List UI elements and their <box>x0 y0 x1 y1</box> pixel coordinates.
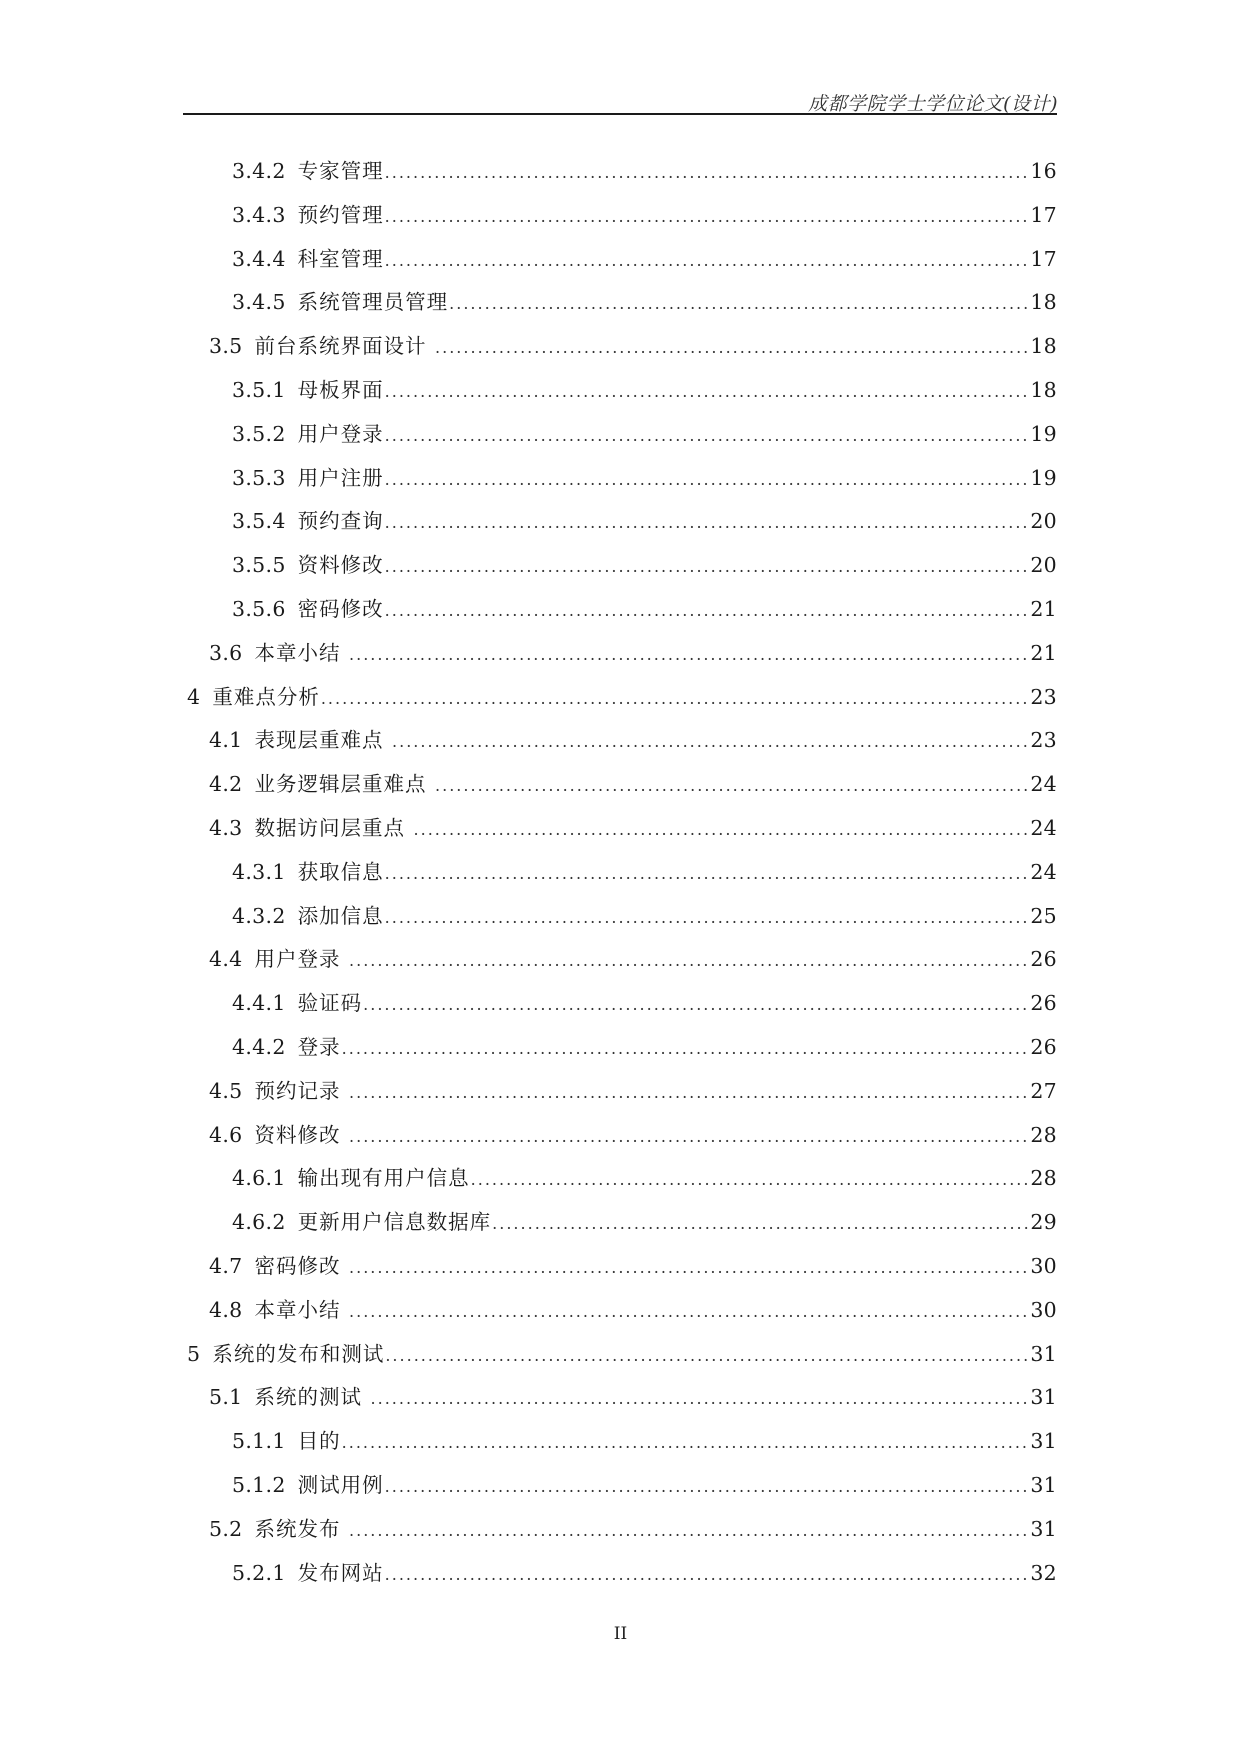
toc-entry[interactable] <box>183 1468 1057 1512</box>
toc-entry-number: 4.4.2 <box>232 1034 286 1059</box>
toc-entry[interactable] <box>183 373 1057 417</box>
toc-dot-leader <box>349 1083 1029 1102</box>
toc-entry-number: 4.5 <box>209 1078 243 1103</box>
toc-entry-page: 29 <box>1030 1210 1057 1235</box>
toc-entry-label: 添加信息 <box>297 903 384 928</box>
toc-entry-number: 3.4.2 <box>232 159 286 183</box>
toc-entry[interactable] <box>183 767 1057 811</box>
toc-entry-label: 资料修改 <box>297 553 384 578</box>
toc-entry-page: 23 <box>1030 728 1057 753</box>
toc-entry-number: 4.7 <box>209 1253 243 1278</box>
toc-entry-number: 4.3.2 <box>232 903 286 928</box>
running-header-title: 成都学院学士学位论文(设计) <box>808 93 1058 115</box>
toc-entry[interactable] <box>183 1424 1057 1468</box>
toc-dot-leader <box>349 951 1029 970</box>
toc-entry-page: 19 <box>1030 421 1057 446</box>
toc-dot-leader <box>363 995 1029 1014</box>
toc-entry-page: 26 <box>1030 991 1057 1016</box>
toc-entry-label: 发布网站 <box>297 1560 384 1585</box>
toc-entry-label: 专家管理 <box>297 159 384 183</box>
toc-entry-label: 更新用户信息数据库 <box>297 1210 492 1235</box>
toc-entry-page: 31 <box>1030 1516 1057 1541</box>
toc-entry-label: 用户登录 <box>297 421 384 446</box>
toc-dot-leader <box>385 163 1030 182</box>
toc-entry[interactable] <box>183 592 1057 636</box>
toc-entry-number: 4.4.1 <box>232 991 286 1016</box>
toc-entry-number: 3.5.2 <box>232 421 286 446</box>
toc-entry-page: 31 <box>1030 1385 1057 1410</box>
toc-entry-page: 16 <box>1030 159 1057 183</box>
toc-entry-number: 4.4 <box>209 947 243 972</box>
toc-entry-number: 4.2 <box>209 772 243 797</box>
toc-entry[interactable] <box>183 1161 1057 1205</box>
toc-entry-number: 3.4.4 <box>232 246 286 271</box>
toc-dot-leader <box>349 1258 1029 1277</box>
toc-dot-leader <box>349 1302 1029 1321</box>
toc-entry-label: 资料修改 <box>254 1122 349 1147</box>
toc-entry[interactable] <box>183 723 1057 767</box>
toc-entry-number: 4.6.1 <box>232 1166 286 1191</box>
toc-entry-number: 4.8 <box>209 1297 243 1322</box>
toc-entry-label: 测试用例 <box>297 1472 384 1497</box>
toc-entry-page: 31 <box>1030 1341 1057 1366</box>
toc-entry-label: 预约管理 <box>297 202 384 227</box>
toc-entry-page: 23 <box>1030 684 1057 709</box>
toc-entry[interactable] <box>183 986 1057 1030</box>
toc-dot-leader <box>321 689 1029 708</box>
toc-entry-label: 科室管理 <box>297 246 384 271</box>
toc-entry-number: 3.5.3 <box>232 465 286 490</box>
toc-entry-label: 数据访问层重点 <box>254 815 413 840</box>
toc-entry-page: 26 <box>1030 1034 1057 1059</box>
toc-entry-page: 17 <box>1030 202 1057 227</box>
toc-entry[interactable] <box>183 154 1057 198</box>
toc-entry-number: 3.4.5 <box>232 290 286 315</box>
toc-entry-page: 17 <box>1030 246 1057 271</box>
toc-dot-leader <box>385 207 1030 226</box>
toc-entry-page: 18 <box>1030 377 1057 402</box>
toc-dot-leader <box>492 1214 1029 1233</box>
toc-entry-page: 20 <box>1030 509 1057 534</box>
toc-dot-leader <box>385 470 1030 489</box>
toc-dot-leader <box>385 864 1030 883</box>
toc-entry-label: 系统发布 <box>254 1516 349 1541</box>
toc-entry[interactable] <box>183 1380 1057 1424</box>
toc-entry-label: 系统的发布和测试 <box>212 1341 385 1366</box>
toc-dot-leader <box>385 1565 1030 1584</box>
toc-entry-page: 20 <box>1030 553 1057 578</box>
toc-entry-label: 目的 <box>297 1429 341 1454</box>
toc-entry-page: 28 <box>1030 1122 1057 1147</box>
toc-entry-number: 5.1.2 <box>232 1472 286 1497</box>
toc-entry-label: 输出现有用户信息 <box>297 1166 470 1191</box>
toc-entry-page: 18 <box>1030 334 1057 359</box>
toc-dot-leader <box>385 1346 1029 1365</box>
toc-entry-label: 重难点分析 <box>212 684 320 709</box>
toc-entry[interactable] <box>183 1205 1057 1249</box>
toc-entry[interactable] <box>183 899 1057 943</box>
toc-entry-number: 3.5.6 <box>232 596 286 621</box>
toc-entry-label: 母板界面 <box>297 377 384 402</box>
toc-entry-label: 用户登录 <box>254 947 349 972</box>
toc-entry-number: 4.1 <box>209 728 243 753</box>
toc-dot-leader <box>471 1170 1030 1189</box>
toc-entry-label: 前台系统界面设计 <box>254 334 435 359</box>
toc-entry[interactable] <box>183 942 1057 986</box>
toc-entry-page: 24 <box>1030 772 1057 797</box>
toc-entry-page: 18 <box>1030 290 1057 315</box>
toc-dot-leader <box>392 732 1029 751</box>
toc-entry-label: 本章小结 <box>254 1297 349 1322</box>
toc-entry[interactable] <box>183 1337 1057 1381</box>
toc-entry-number: 5.2 <box>209 1516 243 1541</box>
toc-dot-leader <box>349 1127 1029 1146</box>
toc-entry-label: 表现层重难点 <box>254 728 392 753</box>
toc-entry-page: 24 <box>1030 815 1057 840</box>
toc-dot-leader <box>385 601 1030 620</box>
toc-entry-number: 3.4.3 <box>232 202 286 227</box>
toc-dot-leader <box>385 251 1030 270</box>
toc-entry-page: 30 <box>1030 1297 1057 1322</box>
toc-dot-leader <box>385 1477 1030 1496</box>
toc-entry[interactable] <box>183 636 1057 680</box>
table-of-contents <box>183 154 1057 1599</box>
toc-dot-leader <box>385 557 1030 576</box>
page-number: II <box>613 1624 628 1644</box>
toc-entry-page: 31 <box>1030 1429 1057 1454</box>
toc-entry-number: 3.6 <box>209 640 243 665</box>
toc-dot-leader <box>342 1433 1030 1452</box>
toc-entry[interactable] <box>183 329 1057 373</box>
toc-dot-leader <box>385 426 1030 445</box>
toc-entry-number: 5.1 <box>209 1385 243 1410</box>
toc-entry-number: 5.1.1 <box>232 1429 286 1454</box>
toc-dot-leader <box>342 1039 1030 1058</box>
toc-entry-number: 4 <box>187 684 201 709</box>
toc-entry[interactable] <box>183 198 1057 242</box>
toc-entry[interactable] <box>183 461 1057 505</box>
toc-entry-page: 21 <box>1030 640 1057 665</box>
toc-entry-label: 用户注册 <box>297 465 384 490</box>
toc-entry-label: 预约查询 <box>297 509 384 534</box>
toc-dot-leader <box>385 513 1030 532</box>
toc-dot-leader <box>385 382 1030 401</box>
toc-entry[interactable] <box>183 285 1057 329</box>
toc-entry-label: 业务逻辑层重难点 <box>254 772 435 797</box>
toc-entry-number: 3.5.5 <box>232 553 286 578</box>
toc-entry-label: 系统管理员管理 <box>297 290 449 315</box>
toc-entry[interactable] <box>183 680 1057 724</box>
toc-dot-leader <box>385 908 1030 927</box>
toc-entry-page: 26 <box>1030 947 1057 972</box>
toc-entry-number: 4.3 <box>209 815 243 840</box>
toc-entry-number: 5.2.1 <box>232 1560 286 1585</box>
toc-entry-page: 19 <box>1030 465 1057 490</box>
toc-entry[interactable] <box>183 242 1057 286</box>
toc-entry-label: 预约记录 <box>254 1078 349 1103</box>
toc-entry[interactable] <box>183 1118 1057 1162</box>
toc-entry[interactable] <box>183 1074 1057 1118</box>
toc-entry[interactable] <box>183 417 1057 461</box>
toc-entry-label: 获取信息 <box>297 859 384 884</box>
toc-entry-page: 30 <box>1030 1253 1057 1278</box>
toc-dot-leader <box>349 1521 1029 1540</box>
toc-entry-page: 27 <box>1030 1078 1057 1103</box>
toc-dot-leader <box>371 1389 1030 1408</box>
toc-entry-label: 登录 <box>297 1034 341 1059</box>
toc-entry-page: 21 <box>1030 596 1057 621</box>
toc-entry-number: 4.3.1 <box>232 859 286 884</box>
toc-entry-number: 5 <box>187 1341 201 1366</box>
toc-dot-leader <box>414 820 1030 839</box>
toc-entry[interactable] <box>183 855 1057 899</box>
toc-entry-number: 3.5.1 <box>232 377 286 402</box>
toc-entry-number: 4.6 <box>209 1122 243 1147</box>
toc-entry-number: 4.6.2 <box>232 1210 286 1235</box>
toc-dot-leader <box>449 294 1029 313</box>
toc-entry[interactable] <box>183 1249 1057 1293</box>
header-rule <box>183 113 1057 115</box>
toc-dot-leader <box>435 338 1029 357</box>
toc-entry-page: 32 <box>1030 1560 1057 1585</box>
toc-entry[interactable] <box>183 1030 1057 1074</box>
toc-entry-page: 25 <box>1030 903 1057 928</box>
toc-entry-label: 本章小结 <box>254 640 349 665</box>
toc-dot-leader <box>435 776 1029 795</box>
toc-entry[interactable] <box>183 811 1057 855</box>
toc-entry-number: 3.5.4 <box>232 509 286 534</box>
toc-entry[interactable] <box>183 1512 1057 1556</box>
toc-entry-page: 24 <box>1030 859 1057 884</box>
toc-entry[interactable] <box>183 504 1057 548</box>
toc-dot-leader <box>349 645 1029 664</box>
toc-entry-label: 验证码 <box>297 991 363 1016</box>
toc-entry[interactable] <box>183 1293 1057 1337</box>
toc-entry-page: 28 <box>1030 1166 1057 1191</box>
toc-entry[interactable] <box>183 548 1057 592</box>
toc-entry-page: 31 <box>1030 1472 1057 1497</box>
toc-entry-label: 系统的测试 <box>254 1385 370 1410</box>
toc-entry[interactable] <box>183 1556 1057 1600</box>
toc-entry-number: 3.5 <box>209 334 243 359</box>
toc-entry-label: 密码修改 <box>297 596 384 621</box>
toc-entry-label: 密码修改 <box>254 1253 349 1278</box>
